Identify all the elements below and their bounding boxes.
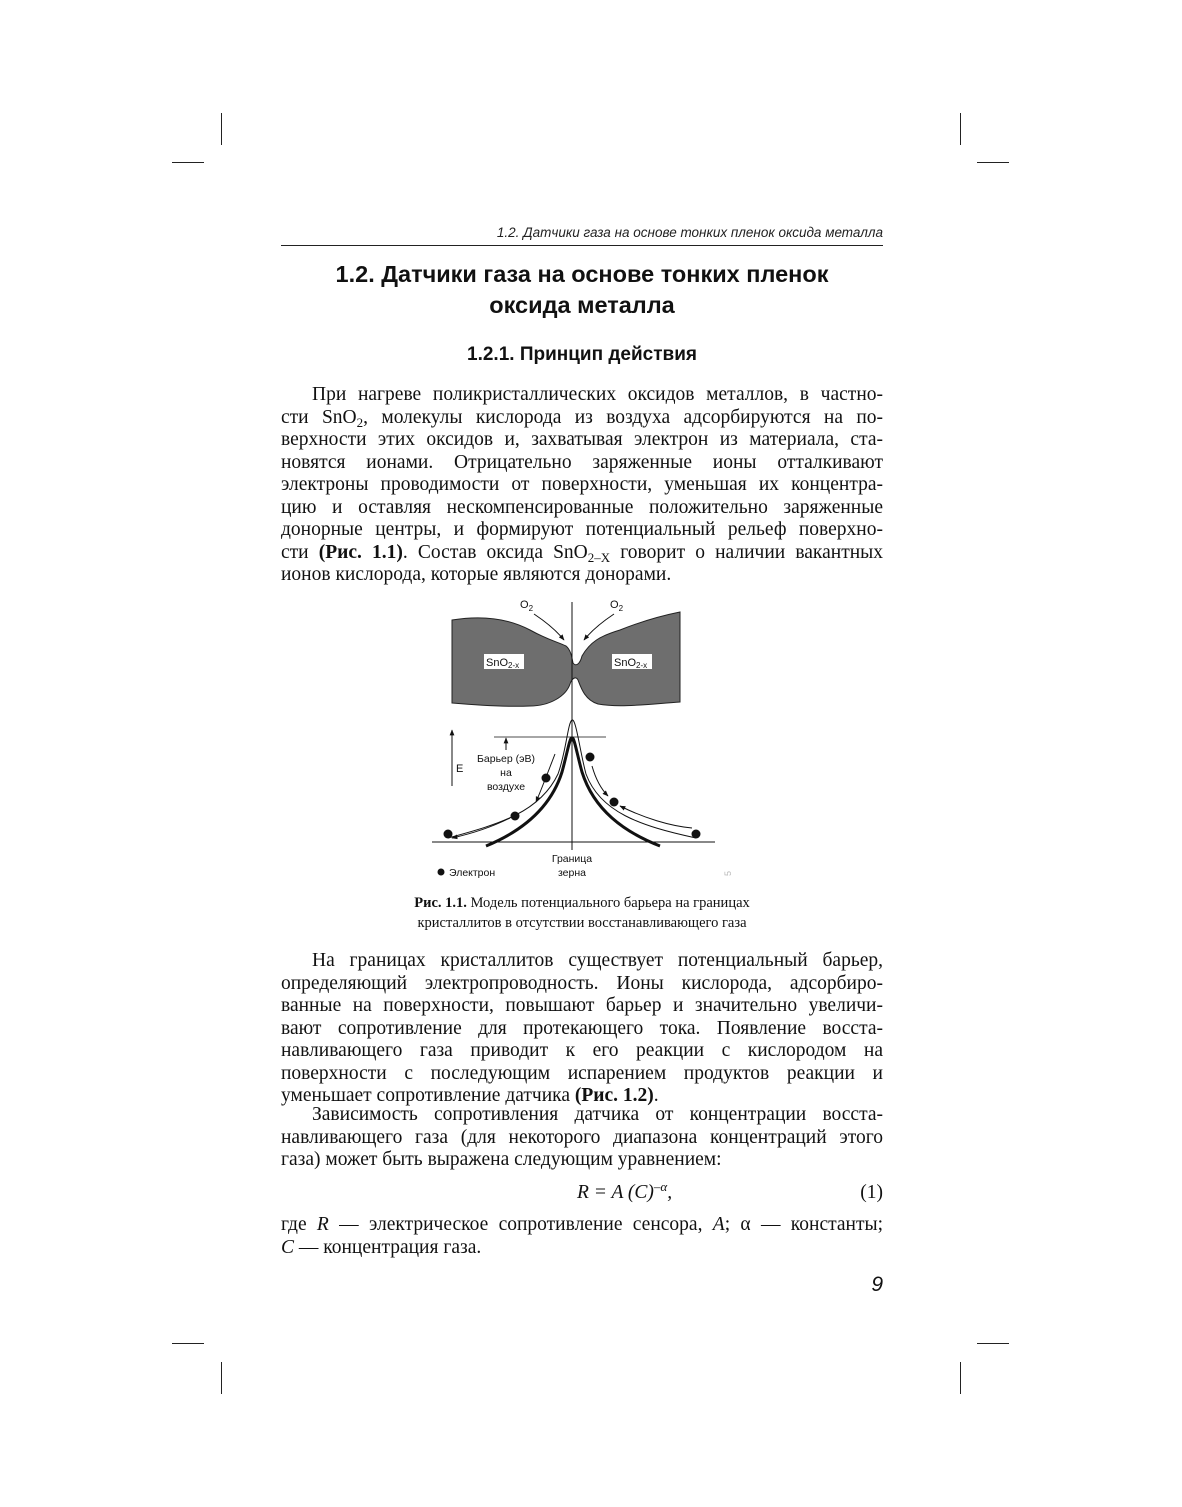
figure-reference: (Рис. 1.1) [318,541,403,563]
o2-label-right: $O_2$ [610,599,624,613]
crop-mark-top-left-horizontal [172,162,204,163]
text-line: На границах кристаллитов существует потенциальный барьер, [312,950,883,971]
text-line: навливающего газа приводит к его реакции с кислородом на [281,1040,883,1061]
crop-mark-bottom-left-vertical [221,1362,222,1394]
figure-caption-text: кристаллитов в отсутствии восстанавливающего газа [417,915,747,931]
electron-dot [586,753,595,762]
figure-caption-label: Рис. 1.1. [414,895,467,911]
text-line: навливающего газа (для некоторого диапазона концентраций этого [281,1126,883,1148]
figure-reference: (Рис. 1.2) [574,1085,654,1106]
legend-electron-label: Электрон [449,867,496,879]
barrier-label-line-2: на [500,767,512,779]
text-line: вают сопротивление для протекающего тока. Появление восста- [281,1017,883,1039]
page-number: 9 [871,1273,883,1296]
grain-label-right: SnO2-x [614,657,648,670]
crop-mark-top-left-vertical [221,113,222,145]
crop-mark-top-right-vertical [960,113,961,145]
text-line: определяющий электропроводность. Ионы кислорода, адсорбиро- [281,972,883,994]
boundary-label-line-2: зерна [557,867,587,879]
running-head-rule [281,245,883,246]
running-head: 1.2. Датчики газа на основе тонких пленок оксида металла [496,225,883,240]
text-line: сти (Рис. 1.1). Состав оксида SnO$_{2-X}$ говорит о наличии вакантных [281,541,883,565]
chapter-title-line-2: оксида металла [489,292,675,318]
crop-mark-bottom-right-vertical [960,1362,961,1394]
electron-arrow-right-lower [620,806,692,828]
crop-mark-bottom-left-horizontal [172,1343,204,1344]
text-line: новятся ионами. Отрицательно заряженные ионы отталкивают [281,451,883,473]
paragraph-intro [281,384,883,587]
paragraph-dependence [281,1104,883,1172]
text-line: поверхности с последующим испарением продуктов реакции и [281,1062,883,1084]
text-line: сти SnO$_2$, молекулы кислорода из воздуха адсорбируются на по- [281,406,883,430]
barrier-label-line-1: Барьер (эВ) [477,753,535,765]
boundary-label-line-1: Граница [551,853,593,865]
figure-caption [281,893,883,933]
text-line: донорные центры, и формируют потенциальный рельеф поверхно- [281,519,883,540]
crop-mark-top-right-horizontal [977,162,1009,163]
electron-dot [511,812,520,821]
barrier-label-line-3: воздухе [486,781,526,793]
text-line: C — концентрация газа. [281,1236,482,1258]
text-line: цию и оставляя нескомпенсированные положительно заряженные [281,496,883,518]
figure-caption-text: Модель потенциального барьера на границах [466,895,750,911]
text-line: Зависимость сопротивления датчика от концентрации восста- [312,1104,883,1125]
text-line: электроны проводимости от поверхности, уменьшая их концентра- [281,474,883,495]
o2-label-left: $O_2$ [520,599,534,613]
electron-dot [692,830,701,839]
text-line: уменьшает сопротивление датчика (Рис. 1.2). [281,1085,659,1106]
figure-corner-mark: 5 [723,870,733,876]
equation-1 [281,1181,883,1205]
equation-number: (1) [860,1182,883,1203]
figure-potential-barrier [430,592,750,888]
text-line: При нагреве поликристаллических оксидов металлов, в частно- [312,384,883,405]
chapter-title [281,259,883,321]
electron-dot [610,798,619,807]
grain-label-left: SnO2-x [486,657,520,670]
paragraph-barrier [281,950,883,1108]
chapter-title-line-1: 1.2. Датчики газа на основе тонких пленок [335,261,829,287]
equation-expression: R = A $(C)^{-\alpha}$, [577,1179,673,1203]
legend-electron-dot [438,869,445,876]
electron-arrow-right-upper [592,766,608,796]
crop-mark-bottom-right-horizontal [977,1343,1009,1344]
text-line: верхности этих оксидов и, захватывая электрон из материала, ста- [281,429,883,450]
text-line: газа) может быть выражена следующим уравнением: [281,1149,722,1170]
paragraph-definitions [281,1214,883,1259]
electron-dot [542,774,551,783]
electron-dot [444,830,453,839]
text-line: где R — электрическое сопротивление сенсора, A; α — константы; [281,1214,883,1235]
text-line: ионов кислорода, которые являются донорами. [281,564,672,585]
section-title: 1.2.1. Принцип действия [467,344,697,365]
text-line: ванные на поверхности, повышают барьер и значительно увеличи- [281,995,883,1016]
energy-axis-label: E [456,763,464,775]
